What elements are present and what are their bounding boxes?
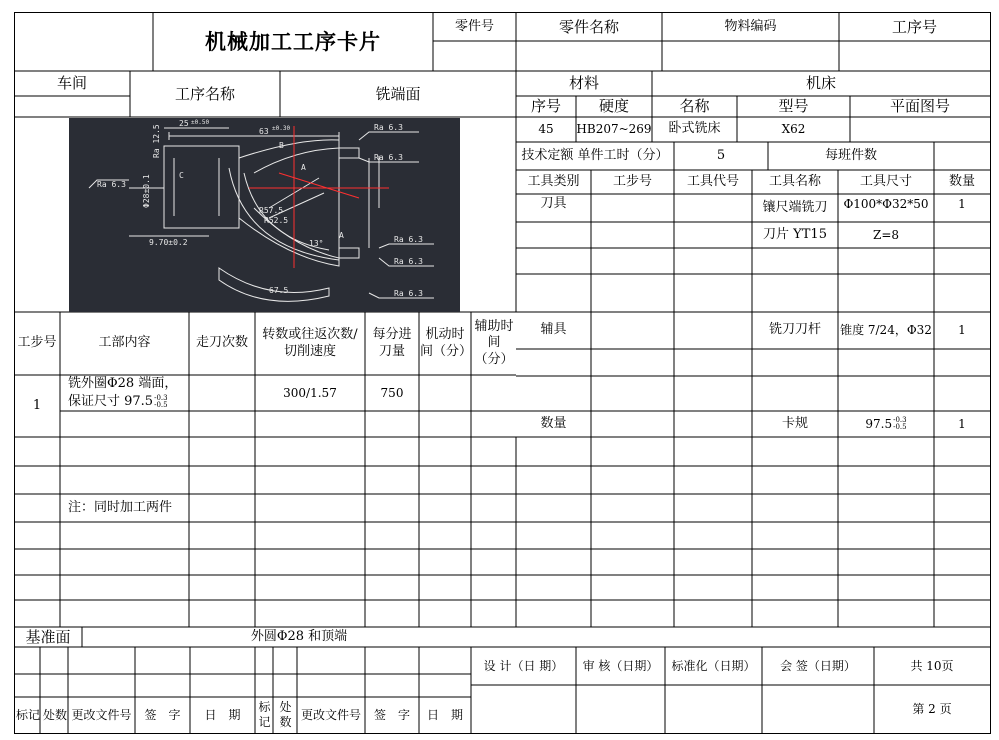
gauge-size-value: 97.5 bbox=[865, 416, 893, 431]
hub-outline bbox=[164, 146, 239, 228]
mat-header-drawing: 平面图号 bbox=[889, 97, 950, 116]
footer-change-doc-1: 更改文件号 bbox=[71, 707, 132, 722]
step-1-tol-up: -0.3 bbox=[154, 394, 168, 402]
gauge-tol-up: -0.3 bbox=[893, 416, 907, 424]
footer-page: 第 2 页 bbox=[912, 701, 952, 716]
gauge-qty: 1 bbox=[958, 416, 966, 431]
footer-change-doc-2: 更改文件号 bbox=[300, 707, 361, 722]
dim-63: 63 bbox=[259, 127, 269, 136]
footer-total-pages: 共 10页 bbox=[910, 658, 954, 673]
upper-arm-outer bbox=[239, 140, 339, 173]
aux-qty: 1 bbox=[958, 323, 966, 337]
label-a-2: A bbox=[339, 231, 344, 240]
datum-value: 外圆Φ28 和顶端 bbox=[250, 628, 348, 644]
dim-25: 25 bbox=[179, 119, 189, 128]
cutter-name: 镶尺端铣刀 bbox=[762, 199, 828, 215]
aux-name: 铣刀刀杆 bbox=[768, 322, 821, 338]
ra-label-5: Ra 6.3 bbox=[394, 257, 423, 266]
gauge-size bbox=[838, 411, 934, 437]
tool-header-category: 工具类别 bbox=[527, 173, 580, 189]
tool-header-code: 工具代号 bbox=[686, 173, 739, 189]
blade-name: 刀片 YT15 bbox=[763, 226, 827, 242]
step-1-content-text: 保证尺寸 97.5 bbox=[68, 393, 154, 409]
gauge-name: 卡规 bbox=[781, 415, 808, 431]
part-name-label: 零件名称 bbox=[558, 17, 619, 36]
footer-mark-1: 标记 bbox=[16, 707, 41, 722]
step-header-feed: 每分进刀量 bbox=[372, 327, 412, 359]
mat-no-value: 45 bbox=[538, 122, 554, 136]
fork-pads bbox=[339, 148, 359, 258]
ra-label-6: Ra 6.3 bbox=[394, 289, 423, 298]
part-drawing bbox=[69, 118, 460, 312]
footer-sign-1: 签 字 bbox=[144, 707, 181, 722]
cutter-qty: 1 bbox=[958, 196, 966, 211]
dim-r52: R52.5 bbox=[264, 216, 289, 225]
ra-label-3: Ra 6.3 bbox=[97, 180, 126, 189]
footer-places-2: 处数 bbox=[279, 700, 292, 729]
dim-67: 67.5 bbox=[269, 286, 289, 295]
lower-fin bbox=[219, 268, 329, 301]
drawing-svg bbox=[69, 118, 460, 312]
step-1-speed: 300/1.57 bbox=[283, 385, 337, 400]
step-header-machine-time: 机动时间（分） bbox=[420, 327, 473, 359]
tool-header-size: 工具尺寸 bbox=[859, 173, 912, 189]
tool-header-qty: 数量 bbox=[948, 173, 975, 189]
workshop-label: 车间 bbox=[56, 74, 87, 93]
dim-63-line bbox=[169, 132, 339, 140]
label-b: B bbox=[279, 141, 284, 150]
mat-hardness-value: HB207~269 bbox=[576, 122, 652, 136]
label-c: C bbox=[179, 171, 184, 180]
step-1-content-line2 bbox=[68, 393, 189, 411]
process-name-label: 工序名称 bbox=[174, 84, 235, 103]
step-header-speed: 转数或往返次数/切削速度 bbox=[262, 327, 358, 359]
gauge-tol-dn: -0.5 bbox=[893, 423, 907, 431]
step-header-content: 工部内容 bbox=[98, 335, 151, 351]
mat-header-model: 型号 bbox=[778, 97, 809, 116]
ra-label-2: Ra 6.3 bbox=[374, 153, 403, 162]
process-no-label: 工序号 bbox=[891, 17, 937, 36]
step-header-no: 工步号 bbox=[17, 335, 57, 351]
dim-phi: Φ28±0.1 bbox=[142, 174, 151, 208]
tool-header-step: 工步号 bbox=[612, 173, 652, 189]
quota-label: 技术定额 单件工时（分） bbox=[521, 147, 669, 163]
gauge-category: 数量 bbox=[540, 415, 567, 431]
footer-places-1: 处数 bbox=[42, 707, 67, 722]
machine-model-value: X62 bbox=[781, 122, 806, 136]
step-header-aux-time: 辅助时间（分） bbox=[474, 319, 514, 367]
mat-header-name: 名称 bbox=[679, 97, 710, 116]
material-label: 材料 bbox=[568, 74, 599, 93]
ra-label-1: Ra 6.3 bbox=[374, 123, 403, 132]
footer-sign-2: 签 字 bbox=[373, 707, 410, 722]
quota-value: 5 bbox=[716, 147, 726, 163]
ra-label-4: Ra 6.3 bbox=[394, 235, 423, 244]
dim-63-tol: ±0.30 bbox=[272, 125, 291, 132]
machine-name-value: 卧式铣床 bbox=[668, 121, 721, 137]
dim-25-tol: ±0.50 bbox=[191, 119, 210, 126]
aux-category: 辅具 bbox=[540, 322, 567, 338]
footer-standard: 标准化（日期） bbox=[671, 658, 756, 673]
step-1-feed: 750 bbox=[380, 385, 404, 400]
footer-date-2: 日 期 bbox=[426, 707, 463, 722]
blade-size: Z=8 bbox=[872, 227, 900, 242]
cutter-category: 刀具 bbox=[540, 195, 567, 211]
datum-label: 基准面 bbox=[25, 627, 71, 646]
cutter-size: Φ100*Φ32*50 bbox=[843, 196, 929, 211]
aux-size: 锥度 7/24，Φ32 bbox=[840, 323, 932, 337]
dim-r57: R57.5 bbox=[259, 206, 284, 215]
step-1-content-line1: 铣外圈Φ28 端面， bbox=[68, 375, 178, 391]
note: 注：同时加工两件 bbox=[68, 499, 173, 515]
mat-header-hardness: 硬度 bbox=[598, 97, 629, 116]
machine-label: 机床 bbox=[805, 74, 836, 93]
ra12-label: Ra 12.5 bbox=[152, 124, 161, 158]
step-1-tol-dn: -0.5 bbox=[154, 401, 168, 409]
part-no-label: 零件号 bbox=[454, 18, 494, 34]
per-shift-label: 每班件数 bbox=[824, 147, 877, 163]
footer-date-1: 日 期 bbox=[204, 707, 241, 722]
footer-design: 设 计（日 期） bbox=[483, 658, 564, 673]
dim-970: 9.70±0.2 bbox=[149, 238, 188, 247]
material-code-label: 物料编码 bbox=[724, 18, 777, 34]
footer-countersign: 会 签（日期） bbox=[780, 658, 856, 673]
footer-mark-2: 标记 bbox=[258, 700, 271, 729]
hub-bore-lines bbox=[174, 158, 219, 216]
label-a-1: A bbox=[301, 163, 306, 172]
card-title: 机械加工工序卡片 bbox=[205, 28, 381, 54]
process-name-value: 铣端面 bbox=[375, 84, 421, 103]
step-header-passes: 走刀次数 bbox=[195, 335, 248, 351]
mat-header-no: 序号 bbox=[530, 97, 561, 116]
step-1-no: 1 bbox=[32, 397, 42, 413]
dim-13: 13° bbox=[309, 239, 324, 248]
tool-header-name: 工具名称 bbox=[768, 173, 821, 189]
footer-review: 审 核（日期） bbox=[582, 658, 659, 673]
